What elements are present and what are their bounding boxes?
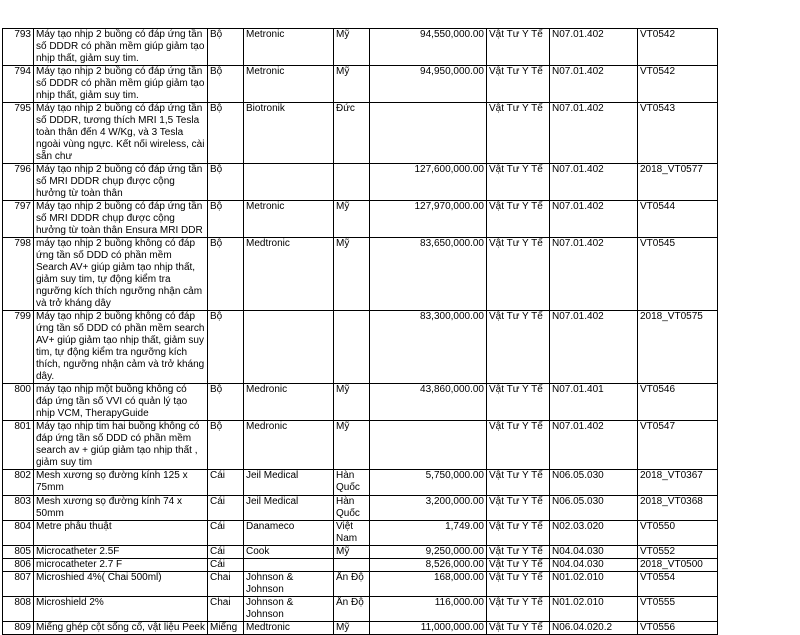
cell-code: N01.02.010 <box>550 572 638 597</box>
cell-unit: Bộ <box>208 103 244 164</box>
cell-unit: Cái <box>208 559 244 572</box>
cell-unit: Bộ <box>208 421 244 470</box>
cell-code: N07.01.402 <box>550 311 638 384</box>
cell-origin: Ấn Độ <box>334 597 370 622</box>
cell-name: Microshied 4%( Chai 500ml) <box>34 572 208 597</box>
cell-price: 11,000,000.00 <box>370 622 487 635</box>
cell-manufacturer: Johnson & Johnson <box>244 572 334 597</box>
cell-code: N06.05.030 <box>550 496 638 521</box>
cell-price: 83,300,000.00 <box>370 311 487 384</box>
table-row <box>3 496 718 521</box>
cell-manufacturer: Biotronik <box>244 103 334 164</box>
cell-price: 8,526,000.00 <box>370 559 487 572</box>
cell-type: Vật Tư Y Tế <box>487 164 550 201</box>
cell-no: 800 <box>3 384 34 421</box>
supplies-table <box>2 28 718 635</box>
table-row <box>3 201 718 238</box>
cell-type: Vật Tư Y Tế <box>487 384 550 421</box>
cell-type: Vật Tư Y Tế <box>487 622 550 635</box>
cell-name: Máy tạo nhịp 2 buồng có đáp ứng tần số MRI DDDR chụp được cộng hưởng từ toàn thân Ensura MRI DDR <box>34 201 208 238</box>
cell-price: 5,750,000.00 <box>370 470 487 496</box>
cell-type: Vật Tư Y Tế <box>487 201 550 238</box>
cell-origin: Việt Nam <box>334 521 370 546</box>
cell-name: máy tạo nhịp 2 buồng không có đáp ứng tần số DDD có phần mềm Search AV+ giúp giảm tạo nhịp thất, giảm suy tim, tự động kiểm tra ngưỡng kích thích ngưỡng nhận cảm và trở kháng dây <box>34 238 208 311</box>
cell-name: Microcatheter 2.5F <box>34 546 208 559</box>
cell-code: N07.01.401 <box>550 384 638 421</box>
cell-manufacturer: Medtronic <box>244 238 334 311</box>
cell-price: 9,250,000.00 <box>370 546 487 559</box>
cell-code: N06.04.020.2 <box>550 622 638 635</box>
cell-origin: Mỹ <box>334 238 370 311</box>
cell-manufacturer: Medronic <box>244 384 334 421</box>
cell-id: 2018_VT0500 <box>638 559 718 572</box>
cell-id: 2018_VT0368 <box>638 496 718 521</box>
cell-name: Máy tạo nhịp 2 buồng không có đáp ứng tần số DDD có phần mềm search AV+ giúp giảm tạo nhịp thất, giảm suy tim, tự động kiểm tra ngưỡng kích thích, ngưỡng nhận cảm và trở kháng dây. <box>34 311 208 384</box>
table-row <box>3 384 718 421</box>
cell-name: Máy tạo nhịp 2 buồng có đáp ứng tần số DDDR có phần mềm giúp giảm tạo nhịp thất, giảm suy tim. <box>34 29 208 66</box>
cell-id: VT0542 <box>638 29 718 66</box>
cell-name: Máy tạo nhịp 2 buồng có đáp ứng tần số DDDR, tương thích MRI 1,5 Tesla toàn thân đến 4 W/Kg, và 3 Tesla ngoài vùng ngực. Kết nối wireless, cài sẵn chư <box>34 103 208 164</box>
cell-no: 809 <box>3 622 34 635</box>
cell-type: Vật Tư Y Tế <box>487 103 550 164</box>
cell-unit: Bộ <box>208 311 244 384</box>
cell-code: N07.01.402 <box>550 164 638 201</box>
cell-manufacturer: Jeil Medical <box>244 470 334 496</box>
cell-name: Máy tạo nhịp 2 buồng có đáp ứng tần số MRI DDDR chụp được cộng hưởng từ toàn thân <box>34 164 208 201</box>
cell-no: 793 <box>3 29 34 66</box>
cell-manufacturer: Danameco <box>244 521 334 546</box>
cell-name: Microshield 2% <box>34 597 208 622</box>
cell-id: VT0542 <box>638 66 718 103</box>
cell-no: 794 <box>3 66 34 103</box>
cell-origin: Hàn Quốc <box>334 470 370 496</box>
table-row <box>3 29 718 66</box>
cell-no: 807 <box>3 572 34 597</box>
cell-unit: Bộ <box>208 66 244 103</box>
cell-price: 43,860,000.00 <box>370 384 487 421</box>
table-row <box>3 572 718 597</box>
cell-manufacturer: Jeil Medical <box>244 496 334 521</box>
cell-unit: Cái <box>208 496 244 521</box>
cell-no: 798 <box>3 238 34 311</box>
cell-name: Mesh xương sọ đường kính 74 x 50mm <box>34 496 208 521</box>
cell-name: Miếng ghép cột sống cổ, vật liệu Peek <box>34 622 208 635</box>
cell-no: 802 <box>3 470 34 496</box>
cell-code: N07.01.402 <box>550 66 638 103</box>
cell-code: N07.01.402 <box>550 238 638 311</box>
table-row <box>3 164 718 201</box>
cell-name: microcatheter 2.7 F <box>34 559 208 572</box>
cell-no: 795 <box>3 103 34 164</box>
cell-id: VT0552 <box>638 546 718 559</box>
cell-type: Vật Tư Y Tế <box>487 29 550 66</box>
cell-id: VT0546 <box>638 384 718 421</box>
cell-no: 803 <box>3 496 34 521</box>
cell-origin: Mỹ <box>334 421 370 470</box>
table-body <box>3 29 718 635</box>
table-row <box>3 103 718 164</box>
cell-origin: Hàn Quốc <box>334 496 370 521</box>
table-row <box>3 421 718 470</box>
cell-type: Vật Tư Y Tế <box>487 572 550 597</box>
table-row <box>3 622 718 635</box>
cell-name: Máy tạo nhịp 2 buồng có đáp ứng tần số DDDR có phần mềm giúp giảm tạo nhịp thất, giảm suy tim. <box>34 66 208 103</box>
cell-no: 796 <box>3 164 34 201</box>
cell-name: Mesh xương sọ đường kính 125 x 75mm <box>34 470 208 496</box>
cell-price: 3,200,000.00 <box>370 496 487 521</box>
cell-price: 127,600,000.00 <box>370 164 487 201</box>
cell-manufacturer <box>244 311 334 384</box>
cell-unit: Miếng <box>208 622 244 635</box>
cell-origin: Mỹ <box>334 29 370 66</box>
cell-price: 94,950,000.00 <box>370 66 487 103</box>
cell-no: 808 <box>3 597 34 622</box>
cell-price: 127,970,000.00 <box>370 201 487 238</box>
cell-origin: Ấn Độ <box>334 572 370 597</box>
cell-type: Vật Tư Y Tế <box>487 559 550 572</box>
cell-origin: Mỹ <box>334 622 370 635</box>
cell-unit: Bộ <box>208 238 244 311</box>
cell-type: Vật Tư Y Tế <box>487 597 550 622</box>
cell-unit: Bộ <box>208 384 244 421</box>
cell-type: Vật Tư Y Tế <box>487 238 550 311</box>
cell-price <box>370 103 487 164</box>
table-row <box>3 66 718 103</box>
cell-unit: Cái <box>208 470 244 496</box>
cell-manufacturer <box>244 164 334 201</box>
cell-id: VT0556 <box>638 622 718 635</box>
cell-manufacturer: Metronic <box>244 201 334 238</box>
cell-price: 168,000.00 <box>370 572 487 597</box>
cell-no: 804 <box>3 521 34 546</box>
cell-code: N02.03.020 <box>550 521 638 546</box>
cell-origin: Mỹ <box>334 66 370 103</box>
cell-id: VT0550 <box>638 521 718 546</box>
cell-price: 83,650,000.00 <box>370 238 487 311</box>
cell-id: VT0545 <box>638 238 718 311</box>
cell-manufacturer: Johnson & Johnson <box>244 597 334 622</box>
table-row <box>3 521 718 546</box>
cell-code: N06.05.030 <box>550 470 638 496</box>
cell-code: N07.01.402 <box>550 201 638 238</box>
cell-id: 2018_VT0577 <box>638 164 718 201</box>
cell-price: 94,550,000.00 <box>370 29 487 66</box>
cell-no: 805 <box>3 546 34 559</box>
cell-price: 116,000.00 <box>370 597 487 622</box>
cell-code: N01.02.010 <box>550 597 638 622</box>
cell-type: Vật Tư Y Tế <box>487 470 550 496</box>
cell-code: N04.04.030 <box>550 546 638 559</box>
cell-origin: Đức <box>334 103 370 164</box>
cell-origin <box>334 559 370 572</box>
cell-code: N04.04.030 <box>550 559 638 572</box>
cell-id: 2018_VT0575 <box>638 311 718 384</box>
cell-type: Vật Tư Y Tế <box>487 421 550 470</box>
cell-no: 799 <box>3 311 34 384</box>
cell-code: N07.01.402 <box>550 29 638 66</box>
cell-manufacturer <box>244 559 334 572</box>
cell-type: Vật Tư Y Tế <box>487 311 550 384</box>
cell-unit: Bộ <box>208 29 244 66</box>
cell-type: Vật Tư Y Tế <box>487 546 550 559</box>
cell-manufacturer: Medronic <box>244 421 334 470</box>
cell-unit: Cái <box>208 521 244 546</box>
table-row <box>3 470 718 496</box>
cell-no: 806 <box>3 559 34 572</box>
cell-origin <box>334 311 370 384</box>
cell-manufacturer: Medtronic <box>244 622 334 635</box>
cell-origin: Mỹ <box>334 546 370 559</box>
cell-unit: Cái <box>208 546 244 559</box>
cell-origin: Mỹ <box>334 384 370 421</box>
cell-manufacturer: Metronic <box>244 66 334 103</box>
cell-origin: Mỹ <box>334 201 370 238</box>
cell-name: máy tạo nhịp một buồng không có đáp ứng tần số VVI có quản lý tạo nhịp VCM, TherapyGuide <box>34 384 208 421</box>
cell-type: Vật Tư Y Tế <box>487 521 550 546</box>
cell-type: Vật Tư Y Tế <box>487 496 550 521</box>
cell-manufacturer: Cook <box>244 546 334 559</box>
cell-id: VT0555 <box>638 597 718 622</box>
cell-unit: Bộ <box>208 201 244 238</box>
table-row <box>3 546 718 559</box>
cell-price: 1,749.00 <box>370 521 487 546</box>
table-row <box>3 311 718 384</box>
cell-id: VT0544 <box>638 201 718 238</box>
cell-id: VT0554 <box>638 572 718 597</box>
cell-id: VT0543 <box>638 103 718 164</box>
cell-unit: Chai <box>208 597 244 622</box>
cell-no: 801 <box>3 421 34 470</box>
cell-id: VT0547 <box>638 421 718 470</box>
cell-type: Vật Tư Y Tế <box>487 66 550 103</box>
cell-manufacturer: Metronic <box>244 29 334 66</box>
table-row <box>3 559 718 572</box>
cell-no: 797 <box>3 201 34 238</box>
cell-code: N07.01.402 <box>550 421 638 470</box>
cell-name: Metre phẫu thuật <box>34 521 208 546</box>
cell-unit: Bộ <box>208 164 244 201</box>
cell-code: N07.01.402 <box>550 103 638 164</box>
cell-name: Máy tạo nhịp tim hai buồng không có đáp ứng tần số DDD có phần mềm search av + giúp giảm tạo nhịp thất , giảm suy tim <box>34 421 208 470</box>
cell-unit: Chai <box>208 572 244 597</box>
table-row <box>3 238 718 311</box>
cell-id: 2018_VT0367 <box>638 470 718 496</box>
cell-origin <box>334 164 370 201</box>
cell-price <box>370 421 487 470</box>
